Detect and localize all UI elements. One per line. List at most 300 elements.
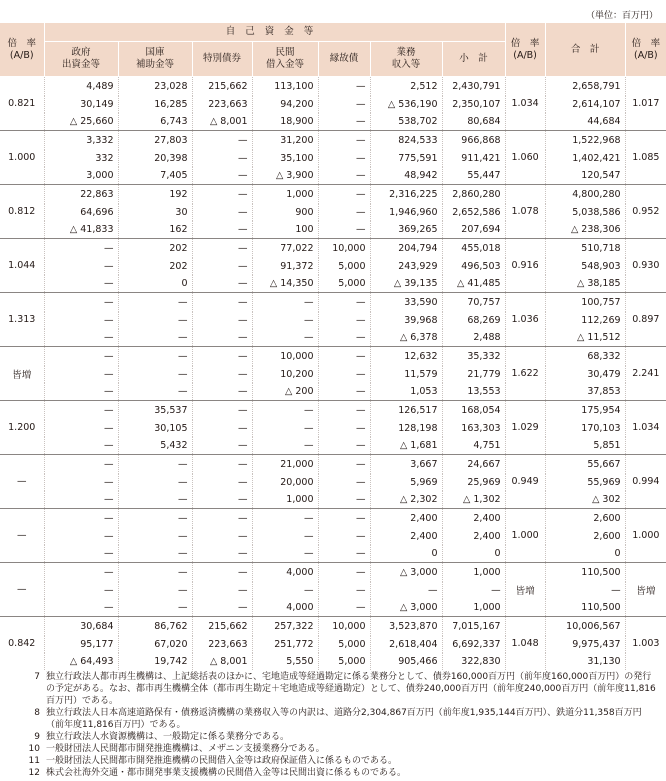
value-cell: — bbox=[44, 258, 118, 275]
total-cell: 5,851 bbox=[545, 437, 625, 455]
value-cell: — bbox=[318, 491, 370, 509]
value-cell: — bbox=[252, 545, 318, 563]
header-col-special-bonds: 特別債券 bbox=[192, 42, 252, 77]
value-cell: — bbox=[118, 383, 192, 401]
footnote-number: 9 bbox=[34, 732, 40, 742]
value-cell: — bbox=[318, 77, 370, 97]
value-cell: 257,322 bbox=[252, 617, 318, 637]
footnote-text: 独立行政法人都市再生機構は、上記総括表のほかに、宅地造成等経過勘定に係る業務分として、債券160,000百万円（前年度160,000百万円）の発行の予定がある。なお、都市再生機構全体（都市再生勘定＋宅地造成等経過勘定）として、債券240,000百万円（前年度240,000百万円（前年度11,816百万円）である。 bbox=[46, 672, 656, 706]
value-cell: — bbox=[118, 563, 192, 583]
value-cell: — bbox=[118, 329, 192, 347]
ratio-right-cell: 0.952 bbox=[625, 185, 666, 239]
value-cell: 5,000 bbox=[318, 636, 370, 653]
value-cell: △ 200 bbox=[252, 383, 318, 401]
value-cell: — bbox=[118, 293, 192, 313]
value-cell: — bbox=[192, 420, 252, 437]
footnotes bbox=[18, 671, 658, 779]
table-row bbox=[0, 401, 666, 421]
value-cell: 5,550 bbox=[252, 653, 318, 670]
value-cell: 5,000 bbox=[318, 275, 370, 293]
value-cell: — bbox=[192, 185, 252, 205]
value-cell: — bbox=[118, 599, 192, 617]
value-cell: — bbox=[192, 131, 252, 151]
value-cell: — bbox=[44, 420, 118, 437]
ratio-mid-cell: 1.029 bbox=[505, 401, 545, 455]
value-cell: 223,663 bbox=[192, 636, 252, 653]
value-cell: — bbox=[192, 150, 252, 167]
value-cell: 223,663 bbox=[192, 96, 252, 113]
value-cell: — bbox=[192, 509, 252, 529]
value-cell: △ 39,135 bbox=[370, 275, 442, 293]
value-cell: — bbox=[252, 401, 318, 421]
ratio-mid-cell: 1.048 bbox=[505, 617, 545, 671]
value-cell: — bbox=[252, 582, 318, 599]
value-cell: 2,400 bbox=[370, 509, 442, 529]
value-cell: 11,579 bbox=[370, 366, 442, 383]
value-cell: 2,512 bbox=[370, 77, 442, 97]
value-cell: — bbox=[44, 239, 118, 259]
value-cell: — bbox=[118, 491, 192, 509]
value-cell: 25,969 bbox=[442, 474, 505, 491]
value-cell: 4,000 bbox=[252, 563, 318, 583]
total-cell: 44,684 bbox=[545, 113, 625, 131]
value-cell: 332 bbox=[44, 150, 118, 167]
value-cell: — bbox=[318, 96, 370, 113]
value-cell: — bbox=[192, 221, 252, 239]
value-cell: — bbox=[192, 347, 252, 367]
value-cell: — bbox=[252, 420, 318, 437]
value-cell: — bbox=[192, 275, 252, 293]
ratio-left-cell: — bbox=[0, 563, 44, 617]
footnote bbox=[18, 743, 658, 755]
value-cell: 900 bbox=[252, 204, 318, 221]
value-cell: 86,762 bbox=[118, 617, 192, 637]
value-cell: 48,942 bbox=[370, 167, 442, 185]
value-cell: 0 bbox=[118, 275, 192, 293]
value-cell: — bbox=[318, 599, 370, 617]
value-cell: 3,000 bbox=[44, 167, 118, 185]
value-cell: 824,533 bbox=[370, 131, 442, 151]
table-row bbox=[0, 131, 666, 151]
value-cell: 1,946,960 bbox=[370, 204, 442, 221]
value-cell: 70,757 bbox=[442, 293, 505, 313]
footnote-text: 一般財団法人民間都市開発推進機構の民間借入金等は政府保証借入に係るものである。 bbox=[46, 756, 398, 766]
value-cell: — bbox=[44, 545, 118, 563]
table-row bbox=[0, 312, 666, 329]
value-cell: 128,198 bbox=[370, 420, 442, 437]
table-row bbox=[0, 599, 666, 617]
value-cell: 2,652,586 bbox=[442, 204, 505, 221]
footnote bbox=[18, 671, 658, 707]
footnote bbox=[18, 707, 658, 731]
value-cell: △ 64,493 bbox=[44, 653, 118, 670]
value-cell: — bbox=[192, 383, 252, 401]
value-cell: △ 41,485 bbox=[442, 275, 505, 293]
value-cell: — bbox=[192, 293, 252, 313]
value-cell: — bbox=[44, 582, 118, 599]
value-cell: 64,696 bbox=[44, 204, 118, 221]
value-cell: — bbox=[192, 528, 252, 545]
table-row bbox=[0, 653, 666, 670]
value-cell: — bbox=[118, 366, 192, 383]
total-cell: 112,269 bbox=[545, 312, 625, 329]
total-cell: 100,757 bbox=[545, 293, 625, 313]
value-cell: 91,372 bbox=[252, 258, 318, 275]
value-cell: — bbox=[318, 545, 370, 563]
value-cell: 455,018 bbox=[442, 239, 505, 259]
table-row bbox=[0, 420, 666, 437]
value-cell: 168,054 bbox=[442, 401, 505, 421]
value-cell: 7,015,167 bbox=[442, 617, 505, 637]
value-cell: 163,303 bbox=[442, 420, 505, 437]
total-cell: 4,800,280 bbox=[545, 185, 625, 205]
value-cell: 10,200 bbox=[252, 366, 318, 383]
total-cell: △ 302 bbox=[545, 491, 625, 509]
value-cell: — bbox=[44, 437, 118, 455]
value-cell: — bbox=[192, 582, 252, 599]
value-cell: 2,860,280 bbox=[442, 185, 505, 205]
total-cell: 2,600 bbox=[545, 528, 625, 545]
value-cell: 18,900 bbox=[252, 113, 318, 131]
value-cell: 775,591 bbox=[370, 150, 442, 167]
value-cell: 243,929 bbox=[370, 258, 442, 275]
value-cell: 68,269 bbox=[442, 312, 505, 329]
table-row bbox=[0, 582, 666, 599]
total-cell: 37,853 bbox=[545, 383, 625, 401]
value-cell: — bbox=[318, 474, 370, 491]
value-cell: — bbox=[442, 582, 505, 599]
total-cell: 68,332 bbox=[545, 347, 625, 367]
value-cell: △ 3,900 bbox=[252, 167, 318, 185]
value-cell: 30,149 bbox=[44, 96, 118, 113]
value-cell: 31,200 bbox=[252, 131, 318, 151]
ratio-right-cell: 2.241 bbox=[625, 347, 666, 401]
ratio-right-cell: 1.000 bbox=[625, 509, 666, 563]
value-cell: 204,794 bbox=[370, 239, 442, 259]
total-cell: 2,614,107 bbox=[545, 96, 625, 113]
table-row bbox=[0, 204, 666, 221]
value-cell: 5,969 bbox=[370, 474, 442, 491]
value-cell: 39,968 bbox=[370, 312, 442, 329]
value-cell: 2,430,791 bbox=[442, 77, 505, 97]
header-group: 自己資金等 bbox=[44, 23, 505, 42]
value-cell: 20,398 bbox=[118, 150, 192, 167]
header-col-business-income: 業務 収入等 bbox=[370, 42, 442, 77]
table-row bbox=[0, 150, 666, 167]
value-cell: 538,702 bbox=[370, 113, 442, 131]
value-cell: 5,432 bbox=[118, 437, 192, 455]
value-cell: 16,285 bbox=[118, 96, 192, 113]
value-cell: 202 bbox=[118, 239, 192, 259]
footnote bbox=[18, 731, 658, 743]
table-row bbox=[0, 167, 666, 185]
value-cell: 1,053 bbox=[370, 383, 442, 401]
value-cell: — bbox=[118, 455, 192, 475]
total-cell: — bbox=[545, 582, 625, 599]
value-cell: — bbox=[44, 509, 118, 529]
table-row bbox=[0, 383, 666, 401]
value-cell: — bbox=[318, 329, 370, 347]
value-cell: △ 3,000 bbox=[370, 563, 442, 583]
value-cell: 22,863 bbox=[44, 185, 118, 205]
value-cell: 94,200 bbox=[252, 96, 318, 113]
value-cell: 95,177 bbox=[44, 636, 118, 653]
table-row bbox=[0, 96, 666, 113]
header-col-gov-capital: 政府 出資金等 bbox=[44, 42, 118, 77]
total-cell: 10,006,567 bbox=[545, 617, 625, 637]
value-cell: 113,100 bbox=[252, 77, 318, 97]
value-cell: 19,742 bbox=[118, 653, 192, 670]
value-cell: △ 536,190 bbox=[370, 96, 442, 113]
value-cell: 215,662 bbox=[192, 77, 252, 97]
value-cell: 2,618,404 bbox=[370, 636, 442, 653]
value-cell: — bbox=[118, 509, 192, 529]
value-cell: — bbox=[318, 293, 370, 313]
value-cell: 5,000 bbox=[318, 653, 370, 670]
value-cell: — bbox=[318, 582, 370, 599]
value-cell: — bbox=[192, 474, 252, 491]
table-row bbox=[0, 239, 666, 259]
value-cell: 4,000 bbox=[252, 599, 318, 617]
value-cell: — bbox=[192, 204, 252, 221]
table-row bbox=[0, 258, 666, 275]
value-cell: 6,692,337 bbox=[442, 636, 505, 653]
ratio-mid-cell: 1.060 bbox=[505, 131, 545, 185]
value-cell: — bbox=[44, 347, 118, 367]
value-cell: 13,553 bbox=[442, 383, 505, 401]
value-cell: — bbox=[318, 383, 370, 401]
value-cell: 67,020 bbox=[118, 636, 192, 653]
total-cell: △ 11,512 bbox=[545, 329, 625, 347]
value-cell: 21,779 bbox=[442, 366, 505, 383]
value-cell: 6,743 bbox=[118, 113, 192, 131]
header-col-private-bonds: 縁故債 bbox=[318, 42, 370, 77]
value-cell: 207,694 bbox=[442, 221, 505, 239]
value-cell: 911,421 bbox=[442, 150, 505, 167]
ratio-right-cell: 1.085 bbox=[625, 131, 666, 185]
value-cell: 2,316,225 bbox=[370, 185, 442, 205]
total-cell: 110,500 bbox=[545, 563, 625, 583]
footnote-text: 独立行政法人水資源機構は、一般勘定に係る業務分である。 bbox=[46, 732, 290, 742]
total-cell: 170,103 bbox=[545, 420, 625, 437]
header-col-subsidy: 国庫 補助金等 bbox=[118, 42, 192, 77]
table-row bbox=[0, 347, 666, 367]
ratio-mid-cell: 1.078 bbox=[505, 185, 545, 239]
value-cell: — bbox=[192, 563, 252, 583]
value-cell: — bbox=[118, 347, 192, 367]
value-cell: 10,000 bbox=[318, 617, 370, 637]
value-cell: 905,466 bbox=[370, 653, 442, 670]
value-cell: — bbox=[318, 420, 370, 437]
value-cell: — bbox=[44, 329, 118, 347]
footnote-number: 7 bbox=[34, 672, 40, 682]
value-cell: — bbox=[192, 258, 252, 275]
value-cell: — bbox=[318, 221, 370, 239]
value-cell: — bbox=[118, 312, 192, 329]
value-cell: — bbox=[192, 599, 252, 617]
value-cell: — bbox=[44, 474, 118, 491]
total-cell: 1,402,421 bbox=[545, 150, 625, 167]
value-cell: — bbox=[118, 474, 192, 491]
total-cell: 55,969 bbox=[545, 474, 625, 491]
value-cell: 23,028 bbox=[118, 77, 192, 97]
value-cell: — bbox=[252, 293, 318, 313]
value-cell: 2,488 bbox=[442, 329, 505, 347]
footnote-number: 8 bbox=[34, 708, 40, 718]
value-cell: — bbox=[192, 455, 252, 475]
total-cell: 55,667 bbox=[545, 455, 625, 475]
value-cell: — bbox=[192, 437, 252, 455]
value-cell: 30,105 bbox=[118, 420, 192, 437]
value-cell: 35,332 bbox=[442, 347, 505, 367]
total-cell: △ 238,306 bbox=[545, 221, 625, 239]
value-cell: 77,022 bbox=[252, 239, 318, 259]
value-cell: — bbox=[118, 582, 192, 599]
value-cell: — bbox=[252, 329, 318, 347]
footnote-number: 11 bbox=[28, 756, 40, 766]
table-row bbox=[0, 329, 666, 347]
ratio-left-cell: 1.313 bbox=[0, 293, 44, 347]
value-cell: — bbox=[44, 312, 118, 329]
value-cell: 0 bbox=[370, 545, 442, 563]
budget-table bbox=[0, 23, 666, 670]
value-cell: 12,632 bbox=[370, 347, 442, 367]
value-cell: — bbox=[118, 528, 192, 545]
value-cell: 33,590 bbox=[370, 293, 442, 313]
value-cell: 322,830 bbox=[442, 653, 505, 670]
value-cell: — bbox=[44, 366, 118, 383]
value-cell: △ 14,350 bbox=[252, 275, 318, 293]
value-cell: — bbox=[118, 545, 192, 563]
value-cell: — bbox=[44, 599, 118, 617]
total-cell: 2,600 bbox=[545, 509, 625, 529]
table-row bbox=[0, 113, 666, 131]
table-row bbox=[0, 455, 666, 475]
value-cell: 3,523,870 bbox=[370, 617, 442, 637]
value-cell: 30 bbox=[118, 204, 192, 221]
footnote-text: 株式会社海外交通・都市開発事業支援機構の民間借入金等は民間出資に係るものである。 bbox=[46, 768, 407, 778]
value-cell: 24,667 bbox=[442, 455, 505, 475]
value-cell: 5,000 bbox=[318, 258, 370, 275]
value-cell: — bbox=[192, 239, 252, 259]
total-cell: 510,718 bbox=[545, 239, 625, 259]
table-row bbox=[0, 617, 666, 637]
value-cell: 2,400 bbox=[442, 528, 505, 545]
ratio-mid-cell: 1.036 bbox=[505, 293, 545, 347]
value-cell: — bbox=[318, 150, 370, 167]
value-cell: 2,400 bbox=[370, 528, 442, 545]
footnote bbox=[18, 755, 658, 767]
value-cell: 10,000 bbox=[318, 239, 370, 259]
footnote-number: 12 bbox=[28, 768, 40, 778]
header-col-total: 合 計 bbox=[545, 23, 625, 77]
ratio-left-cell: 0.812 bbox=[0, 185, 44, 239]
table-body bbox=[0, 77, 666, 671]
header-col-subtotal: 小 計 bbox=[442, 42, 505, 77]
value-cell: 20,000 bbox=[252, 474, 318, 491]
value-cell: — bbox=[252, 509, 318, 529]
ratio-right-cell: 1.003 bbox=[625, 617, 666, 671]
total-cell: 2,658,791 bbox=[545, 77, 625, 97]
value-cell: 966,868 bbox=[442, 131, 505, 151]
value-cell: 27,803 bbox=[118, 131, 192, 151]
value-cell: — bbox=[318, 204, 370, 221]
footnote-text: 一般財団法人民間都市開発推進機構は、メザニン支援業務分である。 bbox=[46, 744, 325, 754]
value-cell: 2,350,107 bbox=[442, 96, 505, 113]
ratio-left-cell: 皆増 bbox=[0, 347, 44, 401]
footnote-text: 独立行政法人日本高速道路保有・債務返済機構の業務収入等の内訳は、道路分2,304,867百万円（前年度1,935,144百万円）、鉄道分11,358百万円（前年度11,816百万円）である。 bbox=[46, 708, 642, 730]
table-row bbox=[0, 509, 666, 529]
value-cell: 369,265 bbox=[370, 221, 442, 239]
footnote bbox=[18, 767, 658, 779]
ratio-mid-cell: 0.949 bbox=[505, 455, 545, 509]
table-row bbox=[0, 545, 666, 563]
value-cell: — bbox=[192, 545, 252, 563]
value-cell: 4,489 bbox=[44, 77, 118, 97]
table-row bbox=[0, 293, 666, 313]
value-cell: 192 bbox=[118, 185, 192, 205]
value-cell: 55,447 bbox=[442, 167, 505, 185]
ratio-right-cell: 1.034 bbox=[625, 401, 666, 455]
value-cell: — bbox=[370, 582, 442, 599]
ratio-left-cell: 1.044 bbox=[0, 239, 44, 293]
value-cell: 1,000 bbox=[442, 563, 505, 583]
value-cell: — bbox=[252, 528, 318, 545]
value-cell: — bbox=[318, 528, 370, 545]
total-cell: 31,130 bbox=[545, 653, 625, 670]
table-row bbox=[0, 366, 666, 383]
ratio-left-cell: — bbox=[0, 509, 44, 563]
total-cell: 5,038,586 bbox=[545, 204, 625, 221]
ratio-mid-cell: 1.000 bbox=[505, 509, 545, 563]
ratio-right-cell: 皆増 bbox=[625, 563, 666, 617]
table-row bbox=[0, 563, 666, 583]
value-cell: — bbox=[44, 383, 118, 401]
ratio-left-cell: 0.842 bbox=[0, 617, 44, 671]
value-cell: △ 1,681 bbox=[370, 437, 442, 455]
value-cell: △ 3,000 bbox=[370, 599, 442, 617]
ratio-left-cell: 0.821 bbox=[0, 77, 44, 131]
value-cell: 496,503 bbox=[442, 258, 505, 275]
ratio-mid-cell: 1.622 bbox=[505, 347, 545, 401]
value-cell: △ 41,833 bbox=[44, 221, 118, 239]
footnote-number: 10 bbox=[28, 744, 40, 754]
value-cell: — bbox=[318, 366, 370, 383]
value-cell: 1,000 bbox=[252, 491, 318, 509]
value-cell: 3,667 bbox=[370, 455, 442, 475]
value-cell: — bbox=[318, 131, 370, 151]
value-cell: 35,100 bbox=[252, 150, 318, 167]
value-cell: — bbox=[192, 329, 252, 347]
value-cell: — bbox=[318, 455, 370, 475]
value-cell: △ 1,302 bbox=[442, 491, 505, 509]
value-cell: — bbox=[44, 401, 118, 421]
value-cell: △ 6,378 bbox=[370, 329, 442, 347]
value-cell: △ 25,660 bbox=[44, 113, 118, 131]
value-cell: — bbox=[252, 437, 318, 455]
ratio-right-cell: 0.930 bbox=[625, 239, 666, 293]
table-row bbox=[0, 185, 666, 205]
value-cell: 0 bbox=[442, 545, 505, 563]
value-cell: 7,405 bbox=[118, 167, 192, 185]
value-cell: — bbox=[318, 563, 370, 583]
value-cell: — bbox=[44, 275, 118, 293]
table-row bbox=[0, 636, 666, 653]
table-row bbox=[0, 491, 666, 509]
value-cell: △ 2,302 bbox=[370, 491, 442, 509]
value-cell: — bbox=[192, 366, 252, 383]
total-cell: 9,975,437 bbox=[545, 636, 625, 653]
